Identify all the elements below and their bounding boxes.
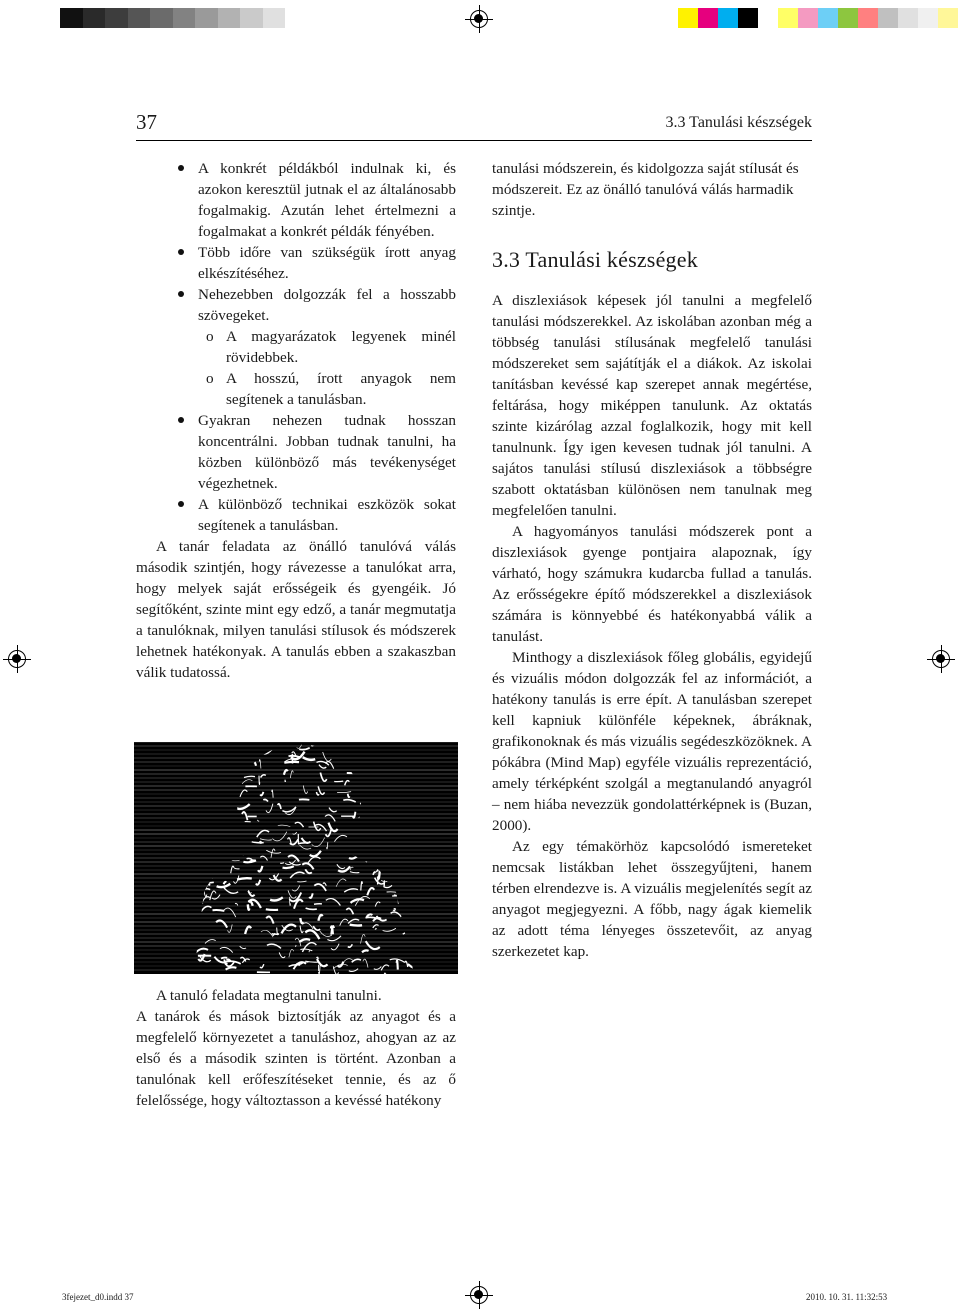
cmyk-color-bar: [678, 8, 958, 28]
color-swatch: [240, 8, 263, 28]
color-swatch: [218, 8, 241, 28]
body-paragraph: tanulási módszerein, és kidolgozza saját stílusát és módszereit. Ez az önálló tanulóvá válás harmadik szintje.: [492, 160, 799, 219]
section-heading: 3.3 Tanulási készségek: [492, 247, 698, 272]
color-swatch: [150, 8, 173, 28]
color-swatch: [738, 8, 758, 28]
color-swatch: [105, 8, 128, 28]
figure-image: [134, 742, 458, 974]
list-item: A különböző technikai eszközök sokat segítenek a tanulásban.: [136, 494, 456, 536]
registration-mark-icon: [470, 1286, 488, 1304]
header-rule: [136, 140, 812, 141]
sub-bullet-marker: o: [206, 328, 214, 345]
color-swatch: [938, 8, 958, 28]
color-swatch: [173, 8, 196, 28]
color-swatch: [128, 8, 151, 28]
color-swatch: [818, 8, 838, 28]
color-swatch: [60, 8, 83, 28]
color-swatch: [798, 8, 818, 28]
left-column-continued: [136, 985, 456, 1111]
registration-mark-icon: [8, 650, 26, 668]
color-swatch: [83, 8, 106, 28]
body-paragraph: A tanár feladata az önálló tanulóvá válás második szintjén, hogy rávezesse a tanulókat arra, hogy melyek saját erősségeik és gyengéik. Jó segítőként, szinte mint egy edző, a tanár megmutatja a tanulóknak, milyen tanulási stílusok és módszerek lehetnek hatékonyak. A tanulás ebben a szakaszban válik tudatossá.: [136, 538, 456, 681]
color-swatch: [758, 8, 778, 28]
slug-filename: 3fejezet_d0.indd 37: [62, 1292, 134, 1302]
color-swatch: [918, 8, 938, 28]
body-paragraph: A diszlexiások képesek jól tanulni a megfelelő tanulási módszerekkel. Az iskolában azonban még a többség tanulási stílusának megfelelő tanulási módszereket sem sajátítják el a diákok. Az iskolai tanításban kevéssé kap szerepet annak megértése, feltárása, hogy miképpen tanulunk. Az oktatás szinte kizárólag azzal foglalkozik, hogy mit kell tanulnunk. Így igen kevesen tudnak jól tanulni. A sajátos tanulási stílusú diszlexiások a többségre szabott oktatásban különösen nem tanulnak meg megfelelően tanulni.: [492, 292, 812, 519]
body-paragraph: A tanárok és mások biztosítják az anyagot és a megfelelő környezetet a tanuláshoz, ahogyan az az első és a második szinten is történt. Azonban a tanulónak kell erőfeszítéseket tennie, és az ő felelőssége, hogy változtasson a kevéssé hatékony: [136, 1008, 456, 1109]
registration-mark-icon: [470, 10, 488, 28]
page-number: 37: [136, 110, 157, 134]
left-column: [136, 158, 456, 683]
color-swatch: [718, 8, 738, 28]
body-paragraph: A hagyományos tanulási módszerek pont a diszlexiások gyenge pontjaira alapoznak, így várható, hogy számukra kudarcba fullad a tanulás. Az erősségekre építő módszerekkel a diszlexiások számára is könnyebbé és hatékonyabbá válik a tanulást.: [492, 523, 812, 645]
student-photo-illustration: [134, 742, 458, 974]
body-paragraph: Minthogy a diszlexiások főleg globális, egyidejű és vizuális módon dolgozzák fel az információt, a hatékony tanulás is erre épít. A tanulásban szerepet kell kapniuk különféle képeknek, ábráknak, grafikonoknak és más vizuális segédeszközöknek. A pókábra (Mind Map) egyféle vizuális reprezentáció, amely térképként szolgál a megtanulandó anyagról – nem hiába nevezzük gondolattérképnek is (Buzan, 2000).: [492, 649, 812, 834]
right-column: [492, 158, 812, 962]
registration-mark-icon: [932, 650, 950, 668]
sub-bullet-list: [136, 326, 456, 410]
slug-timestamp: 2010. 10. 31. 11:32:53: [806, 1292, 888, 1302]
color-swatch: [838, 8, 858, 28]
list-item: Gyakran nehezen tudnak hosszan koncentrálni. Jobban tudnak tanulni, ha közben különböző más tevékenységet végezhetnek.: [136, 410, 456, 494]
body-paragraph: Az egy témakörhöz kapcsolódó ismereteket nemcsak listákban lehet összegyűjteni, hanem térben elrendezve is. A vizuális megjelenítés segít az anyagot megjegyezni. A főbb, nagy ágak kiemelik az adott téma lényeges összetevőit, az anyag szerkezetet kap.: [492, 838, 812, 960]
list-item: Nehezebben dolgozzák fel a hosszabb szövegeket.: [136, 284, 456, 326]
running-head: 3.3 Tanulási készségek: [665, 114, 812, 131]
color-swatch: [858, 8, 878, 28]
color-swatch: [778, 8, 798, 28]
color-swatch: [698, 8, 718, 28]
color-swatch: [898, 8, 918, 28]
color-swatch: [263, 8, 286, 28]
bullet-list: [136, 410, 456, 536]
body-paragraph: A tanuló feladata megtanulni tanulni.: [156, 987, 382, 1004]
sub-list-item: o A magyarázatok legyenek minél rövidebbek.: [206, 328, 456, 366]
color-swatch: [195, 8, 218, 28]
list-item: A konkrét példákból indulnak ki, és azokon keresztül jutnak el az általánosabb fogalmakig. Azután lehet értelmezni a fogalmakat a konkrét példák fényében.: [136, 158, 456, 242]
bullet-list: [136, 158, 456, 326]
color-swatch: [678, 8, 698, 28]
color-swatch: [878, 8, 898, 28]
grayscale-color-bar: [60, 8, 285, 28]
sub-bullet-marker: o: [206, 370, 214, 387]
list-item: Több időre van szükségük írott anyag elkészítéséhez.: [136, 242, 456, 284]
sub-list-item: o A hosszú, írott anyagok nem segítenek a tanulásban.: [206, 370, 456, 408]
